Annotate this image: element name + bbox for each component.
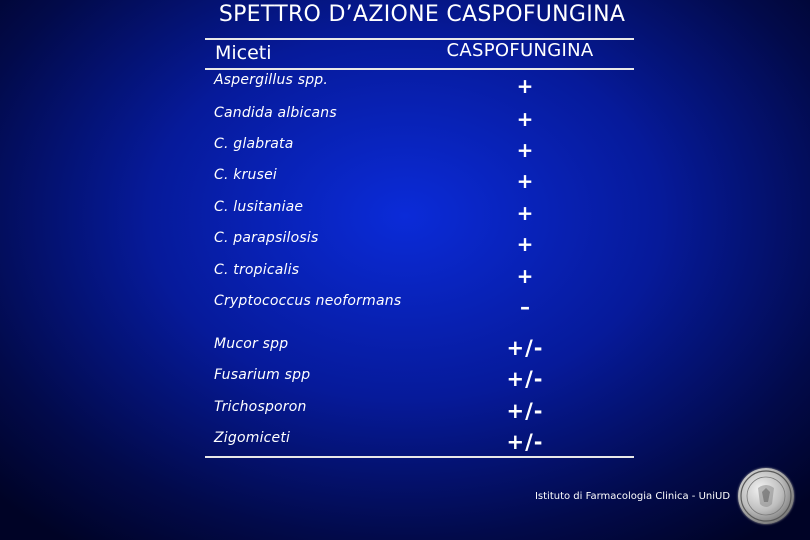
table-row bbox=[205, 104, 634, 132]
table-row bbox=[205, 398, 634, 426]
activity-value: +/- bbox=[506, 336, 544, 360]
table-row bbox=[205, 429, 634, 457]
table-row bbox=[205, 166, 634, 194]
fungus-name: C. tropicalis bbox=[214, 262, 300, 278]
fungus-name: C. glabrata bbox=[214, 136, 294, 152]
table-bottom-rule bbox=[205, 456, 634, 458]
table-row bbox=[205, 229, 634, 257]
table-row bbox=[205, 198, 634, 226]
activity-value: + bbox=[516, 232, 534, 256]
activity-value: +/- bbox=[506, 367, 544, 391]
activity-value: + bbox=[516, 107, 534, 131]
activity-value: +/- bbox=[506, 430, 544, 454]
activity-value: + bbox=[516, 264, 534, 288]
fungus-name: Zigomiceti bbox=[214, 430, 291, 446]
header-rule bbox=[205, 68, 634, 70]
activity-value: +/- bbox=[506, 399, 544, 423]
fungus-name: Fusarium spp bbox=[214, 367, 311, 383]
table-row bbox=[205, 261, 634, 289]
fungus-name: C. parapsilosis bbox=[214, 230, 319, 246]
university-seal-icon bbox=[738, 468, 794, 524]
activity-value: + bbox=[516, 201, 534, 225]
slide-title: SPETTRO D’AZIONE CASPOFUNGINA bbox=[218, 2, 626, 27]
fungus-name: Candida albicans bbox=[214, 105, 337, 121]
header-drug: CASPOFUNGINA bbox=[446, 40, 594, 61]
activity-value: – bbox=[520, 295, 530, 319]
table-row bbox=[205, 71, 634, 99]
activity-value: + bbox=[516, 74, 534, 98]
fungus-name: Mucor spp bbox=[214, 336, 289, 352]
table-row bbox=[205, 135, 634, 163]
activity-value: + bbox=[516, 169, 534, 193]
table-row bbox=[205, 366, 634, 394]
table-row bbox=[205, 335, 634, 363]
header-fungi: Miceti bbox=[215, 42, 272, 64]
fungus-name: Trichosporon bbox=[214, 399, 307, 415]
footer-institute: Istituto di Farmacologia Clinica - UniUD bbox=[534, 491, 731, 502]
fungus-name: Aspergillus spp. bbox=[214, 72, 329, 88]
spectrum-table bbox=[205, 38, 634, 458]
fungus-name: C. krusei bbox=[214, 167, 278, 183]
table-row bbox=[205, 292, 634, 320]
fungus-name: Cryptococcus neoformans bbox=[214, 293, 402, 309]
fungus-name: C. lusitaniae bbox=[214, 199, 304, 215]
activity-value: + bbox=[516, 138, 534, 162]
